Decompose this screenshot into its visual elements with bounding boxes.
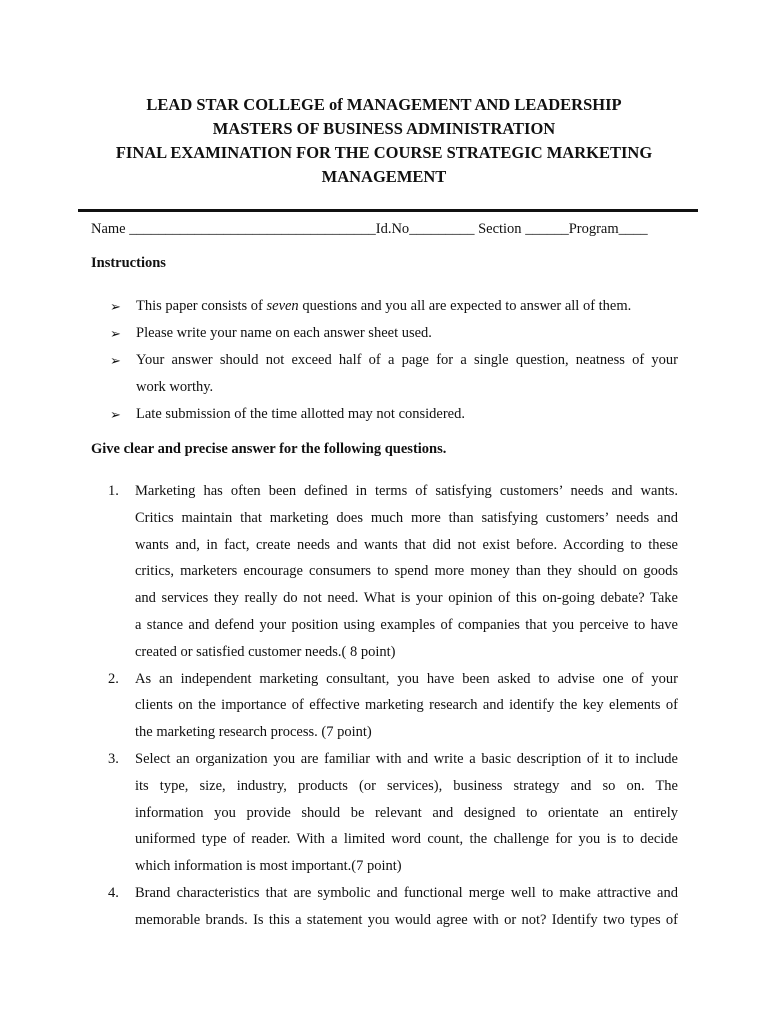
student-info-line bbox=[91, 221, 648, 238]
question-number: 3. bbox=[108, 750, 119, 767]
question-text-line: As an independent marketing consultant, you have been asked to advise one of your bbox=[135, 670, 678, 687]
question-text-line: Select an organization you are familiar with and write a basic description of it to include bbox=[135, 750, 678, 767]
arrow-bullet-icon: ➢ bbox=[110, 299, 121, 314]
question-text-line: Critics maintain that marketing does much more than satisfying customers’ needs and bbox=[135, 509, 678, 526]
question-text-line: uniformed type of reader. With a limited word count, the challenge for you is to decide bbox=[135, 831, 678, 848]
exam-title: FINAL EXAMINATION FOR THE COURSE STRATEGIC MARKETING bbox=[115, 143, 653, 162]
question-item bbox=[108, 478, 678, 666]
question-text-line: clients on the importance of effective marketing research and identify the key elements of bbox=[135, 697, 678, 714]
question-text-line: wants and, in fact, create needs and wants that did not exist before. According to these bbox=[135, 536, 678, 553]
instruction-text-post: questions and you all are expected to answer all of them. bbox=[298, 298, 632, 314]
section-label: Section bbox=[478, 221, 522, 237]
instruction-item bbox=[110, 293, 678, 320]
arrow-bullet-icon: ➢ bbox=[110, 353, 121, 368]
question-text-line: its type, size, industry, products (or services), business strategy and so on. The bbox=[135, 777, 678, 794]
question-text-line: and services they really do not need. What is your opinion of this on-going debate? Take bbox=[135, 590, 678, 607]
question-text-line: the marketing research process. (7 point) bbox=[135, 724, 372, 741]
header-divider bbox=[78, 209, 698, 212]
instructions-heading: Instructions bbox=[91, 255, 166, 271]
question-item bbox=[108, 880, 678, 934]
question-number: 1. bbox=[108, 483, 119, 499]
arrow-bullet-icon: ➢ bbox=[110, 407, 121, 422]
question-text-line: created or satisfied customer needs.( 8 point) bbox=[135, 643, 396, 660]
question-text-line: Marketing has often been defined in terms of satisfying customers’ needs and wants. bbox=[135, 483, 678, 499]
question-number: 4. bbox=[108, 884, 119, 901]
question-text-line: Brand characteristics that are symbolic and functional merge well to make attractive and bbox=[135, 884, 678, 901]
question-text-line: critics, marketers encourage consumers to spend more money than they should on goods bbox=[135, 563, 678, 580]
program-blank: ____ bbox=[618, 221, 648, 237]
section-blank: ______ bbox=[525, 221, 569, 237]
id-label: Id.No bbox=[375, 221, 410, 237]
question-text-line: a stance and defend your position using examples of companies that you perceive to have bbox=[135, 616, 678, 633]
question-text-line: which information is most important.(7 point) bbox=[135, 858, 402, 875]
question-list bbox=[108, 478, 678, 934]
instruction-item bbox=[110, 320, 678, 347]
instruction-text: Please write your name on each answer sheet used. bbox=[136, 325, 432, 341]
instruction-text: Late submission of the time allotted may not considered. bbox=[136, 406, 465, 422]
question-text-line: information you provide should be relevant and designed to orientate an entirely bbox=[135, 804, 678, 821]
instruction-text-line: work worthy. bbox=[136, 379, 214, 395]
program-title: MASTERS OF BUSINESS ADMINISTRATION bbox=[212, 119, 556, 138]
program-label: Program bbox=[568, 221, 619, 237]
instruction-text-emphasis: seven bbox=[266, 298, 299, 314]
instruction-text-pre: This paper consists of bbox=[136, 298, 267, 314]
id-blank: _________ bbox=[409, 221, 475, 237]
instruction-item bbox=[110, 401, 678, 428]
instruction-text-line: Your answer should not exceed half of a page for a single question, neatness of your bbox=[136, 352, 678, 368]
question-text-line: memorable brands. Is this a statement you would agree with or not? Identify two types of bbox=[135, 911, 678, 928]
instructions-list bbox=[110, 293, 678, 428]
exam-title-continued: MANAGEMENT bbox=[321, 167, 447, 186]
college-name: LEAD STAR COLLEGE of MANAGEMENT AND LEADERSHIP bbox=[146, 95, 622, 114]
instruction-item bbox=[110, 347, 678, 401]
exam-header bbox=[0, 93, 768, 189]
question-item bbox=[108, 746, 678, 880]
name-label: Name bbox=[91, 221, 126, 237]
arrow-bullet-icon: ➢ bbox=[110, 326, 121, 341]
question-number: 2. bbox=[108, 670, 119, 687]
questions-heading: Give clear and precise answer for the following questions. bbox=[91, 441, 447, 457]
question-item bbox=[108, 666, 678, 746]
name-blank: __________________________________ bbox=[129, 221, 376, 237]
